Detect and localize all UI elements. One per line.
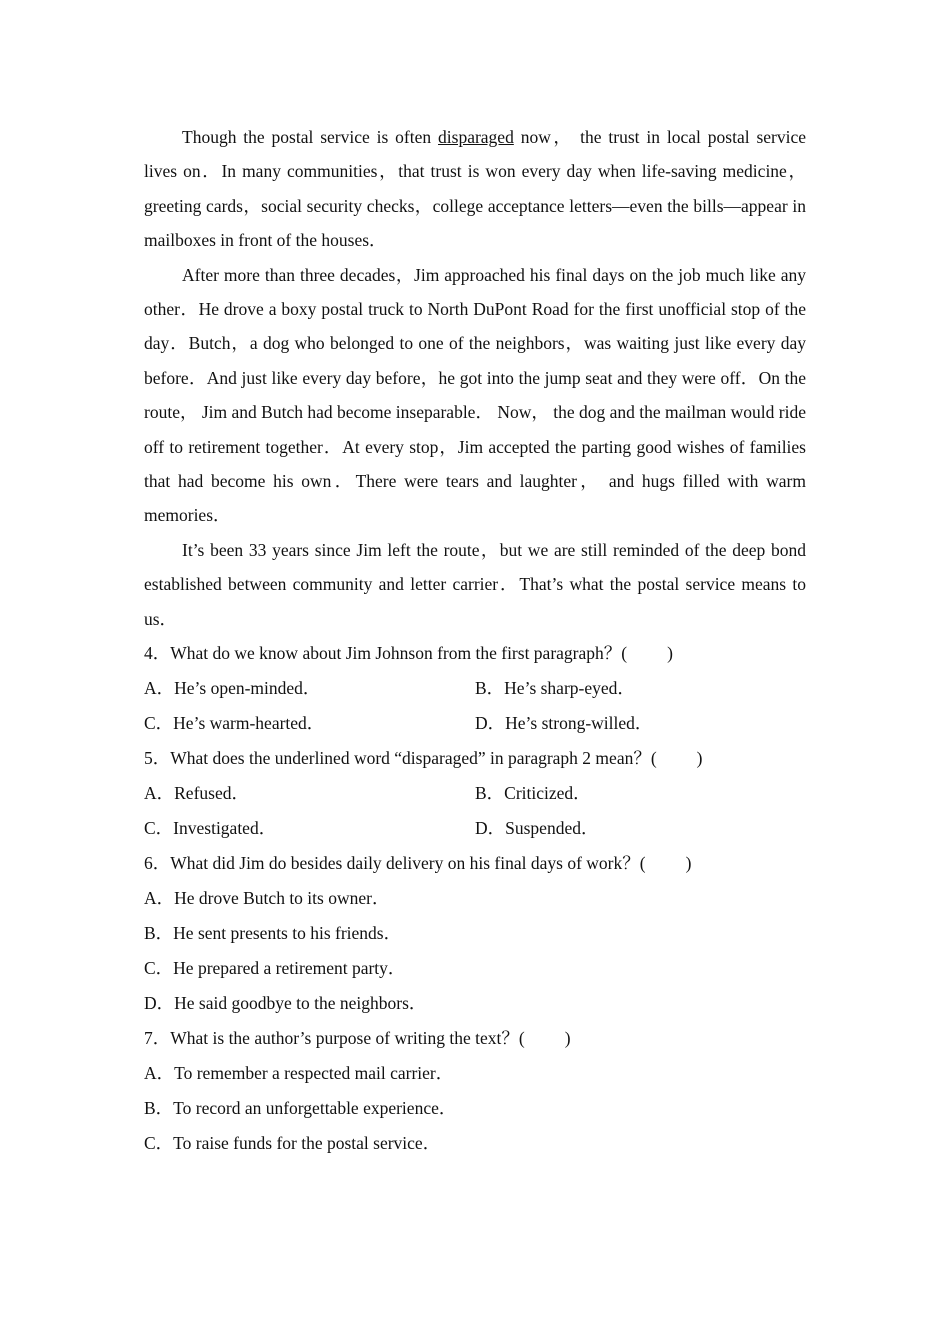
option-d[interactable]: D．Suspended．	[475, 818, 599, 839]
option-a[interactable]: A．To remember a respected mail carrier．	[144, 1063, 454, 1084]
passage-paragraph-2: After more than three decades，Jim approached his final days on the job much like any other．He drove a boxy postal truck to North DuPont Road for the first unofficial stop of the day．Butch，a dog who belonged to one of the neighbors，was waiting just like every day before．And just like every day before，he got into the jump seat and they were off．On the route， Jim and Butch had become inseparable． Now， the dog and the mailman would ride off to retirement together．At every stop，Jim accepted the parting good wishes of families that had become his own．There were tears and laughter， and hugs filled with warm memories．	[144, 264, 806, 526]
question-4	[144, 636, 806, 741]
passage-paragraph-3: It’s been 33 years since Jim left the route，but we are still reminded of the deep bond established between community and letter carrier．That’s what the postal service means to us．	[144, 539, 806, 629]
option-a[interactable]: A．Refused．	[144, 783, 249, 804]
option-b[interactable]: B．Criticized．	[475, 783, 591, 804]
question-6-stem-text: 6．What did Jim do besides daily delivery on his final days of work？(	[144, 853, 646, 874]
question-4-stem-text: 4．What do we know about Jim Johnson from the first paragraph？(	[144, 643, 628, 664]
option-c[interactable]: C．He’s warm-hearted．	[144, 713, 325, 734]
option-d[interactable]: D．He said goodbye to the neighbors．	[144, 993, 427, 1014]
question-5-stem-text: 5．What does the underlined word “disparaged” in paragraph 2 mean？(	[144, 748, 657, 769]
option-b[interactable]: B．To record an unforgettable experience．	[144, 1098, 457, 1119]
option-c[interactable]: C．Investigated．	[144, 818, 277, 839]
question-7-stem-text: 7．What is the author’s purpose of writing the text？(	[144, 1028, 525, 1049]
question-5-close-paren: )	[696, 748, 703, 769]
option-b[interactable]: B．He’s sharp-eyed．	[475, 678, 635, 699]
option-c[interactable]: C．He prepared a retirement party．	[144, 958, 406, 979]
question-7-close-paren: )	[564, 1028, 571, 1049]
option-b[interactable]: B．He sent presents to his friends．	[144, 923, 402, 944]
document-page	[144, 120, 806, 1161]
option-row	[144, 811, 806, 846]
question-6	[144, 846, 806, 1021]
option-a[interactable]: A．He’s open-minded．	[144, 678, 321, 699]
question-stem	[144, 636, 806, 671]
paragraph-1-text-start: Though the postal service is often	[182, 127, 439, 147]
paragraph-1-text-end: now， the trust in local postal service lives on．In many communities，that trust is won every day when life-saving medicine，greeting cards，social security checks，college acceptance letters—even the bills—appear in mailboxes in front of the houses．	[144, 127, 806, 251]
question-4-close-paren: )	[667, 643, 673, 664]
option-d[interactable]: D．He’s strong-willed．	[475, 713, 653, 734]
option-row	[144, 776, 806, 811]
question-7	[144, 1021, 806, 1161]
option-row	[144, 706, 806, 741]
question-stem	[144, 846, 806, 881]
question-6-close-paren: )	[685, 853, 692, 874]
question-stem	[144, 1021, 806, 1056]
option-a[interactable]: A．He drove Butch to its owner．	[144, 888, 390, 909]
question-5	[144, 741, 806, 846]
question-stem	[144, 741, 806, 776]
passage-paragraph-1	[144, 120, 806, 258]
underlined-word: disparaged	[438, 127, 514, 147]
option-c[interactable]: C．To raise funds for the postal service．	[144, 1133, 441, 1154]
option-row	[144, 671, 806, 706]
